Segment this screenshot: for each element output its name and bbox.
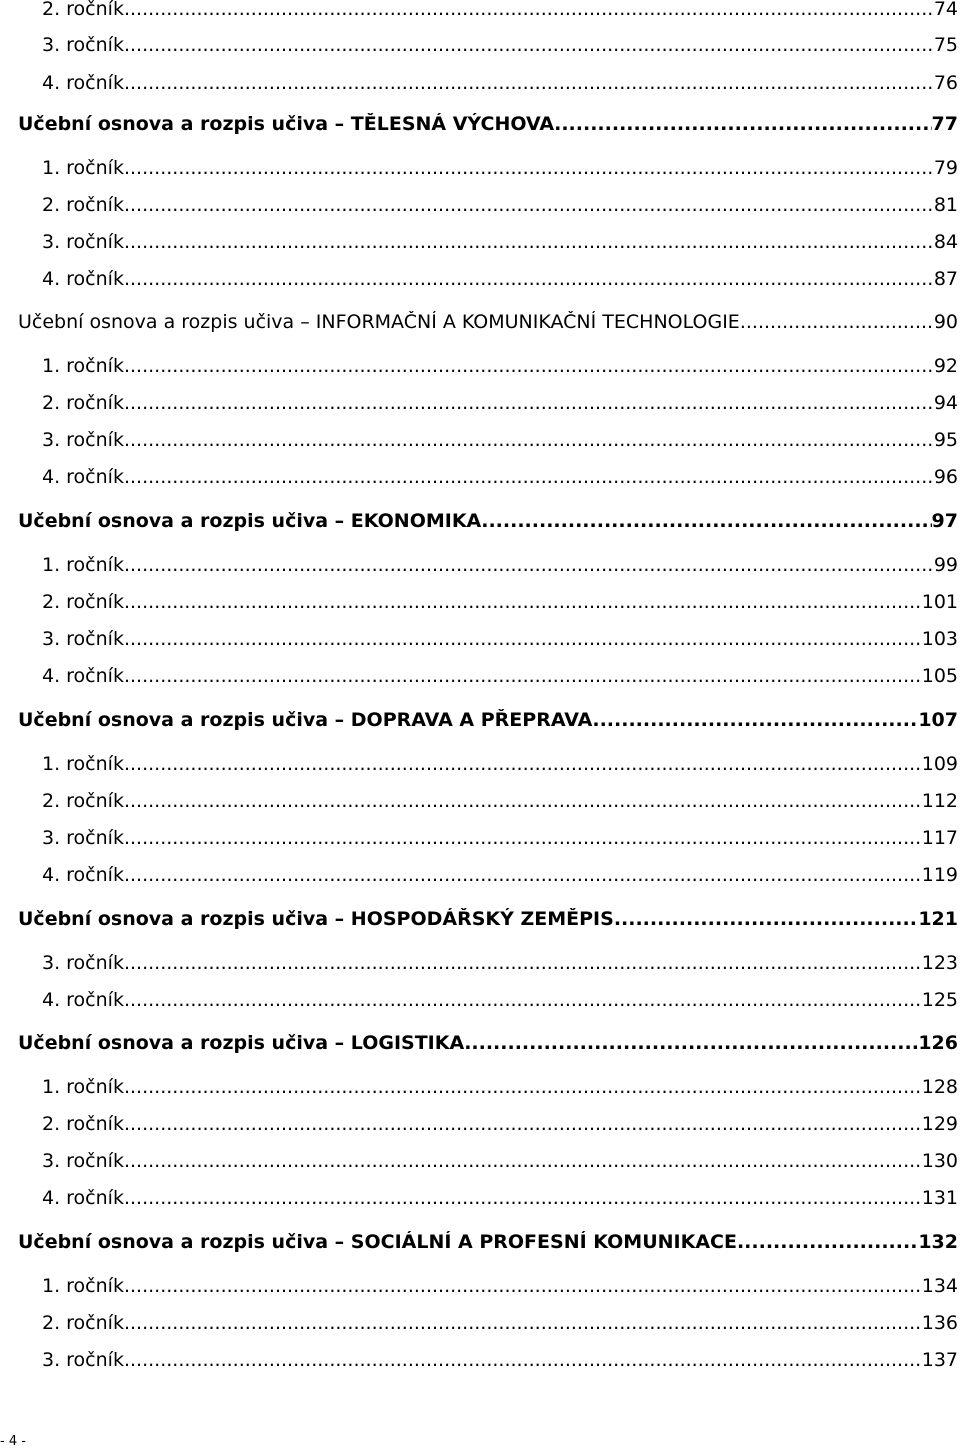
toc-title: 2. ročník [42,392,124,414]
toc-entry[interactable] [42,34,958,60]
page-number: - 4 - [0,1434,26,1449]
toc-page-number: 130 [921,1150,958,1172]
toc-page-number: 77 [931,113,958,135]
dot-leader [124,194,934,216]
dot-leader [124,1187,922,1209]
dot-leader [124,72,934,94]
toc-title: Učební osnova a rozpis učiva – TĚLESNÁ VÝCHOVA [18,113,555,135]
toc-entry[interactable] [42,827,958,853]
toc-entry[interactable] [42,1076,958,1102]
toc-title: 4. ročník [42,864,124,886]
toc-entry[interactable] [42,665,958,691]
toc-entry[interactable] [42,268,958,294]
toc-title: 4. ročník [42,72,124,94]
dot-leader [124,952,922,974]
toc-page-number: 131 [921,1187,958,1209]
toc-page-number: 105 [921,665,958,687]
toc-heading[interactable] [18,113,958,141]
toc-entry[interactable] [42,0,958,24]
toc-title: 2. ročník [42,1312,124,1334]
toc-page-number: 92 [933,355,958,377]
dot-leader [124,231,934,253]
toc-title: 3. ročník [42,231,124,253]
toc-page-number: 96 [933,466,958,488]
toc-page-number: 132 [918,1231,958,1253]
dot-leader [124,429,934,451]
toc-heading[interactable] [18,1032,958,1060]
toc-page-number: 126 [918,1032,958,1054]
toc-entry[interactable] [42,628,958,654]
toc-entry[interactable] [42,1349,958,1375]
toc-page-number: 107 [918,709,958,731]
toc-title: 3. ročník [42,827,124,849]
dot-leader [124,1275,922,1297]
toc-title: Učební osnova a rozpis učiva – EKONOMIKA [18,510,482,532]
toc-page-number: 76 [933,72,958,94]
dot-leader [124,392,934,414]
toc-entry[interactable] [42,466,958,492]
dot-leader [124,1076,922,1098]
toc-heading[interactable] [18,311,958,339]
toc-entry[interactable] [42,790,958,816]
toc-page-number: 81 [933,194,958,216]
dot-leader [124,1349,922,1371]
dot-leader [124,827,922,849]
toc-entry[interactable] [42,952,958,978]
toc-page-number: 99 [933,554,958,576]
toc-title: 1. ročník [42,157,124,179]
toc-title: Učební osnova a rozpis učiva – LOGISTIKA [18,1032,465,1054]
toc-title: 2. ročník [42,194,124,216]
toc-page-number: 97 [931,510,958,532]
toc-title: 3. ročník [42,1150,124,1172]
toc-page-number: 90 [933,311,958,333]
dot-leader [124,864,922,886]
toc-entry[interactable] [42,392,958,418]
toc-title: 4. ročník [42,268,124,290]
dot-leader [124,157,934,179]
toc-title: Učební osnova a rozpis učiva – INFORMAČNÍ A KOMUNIKAČNÍ TECHNOLOGIE [18,311,740,333]
toc-entry[interactable] [42,554,958,580]
toc-entry[interactable] [42,72,958,98]
dot-leader [481,510,931,532]
toc-entry[interactable] [42,1187,958,1213]
toc-entry[interactable] [42,1275,958,1301]
dot-leader [124,1113,922,1135]
dot-leader [124,34,934,56]
dot-leader [124,1150,922,1172]
dot-leader [124,628,922,650]
dot-leader [740,311,934,333]
toc-title: 3. ročník [42,1349,124,1371]
toc-title: 4. ročník [42,989,124,1011]
toc-page-number: 119 [921,864,958,886]
toc-page-number: 87 [933,268,958,290]
toc-entry[interactable] [42,157,958,183]
toc-title: 3. ročník [42,429,124,451]
toc-entry[interactable] [42,591,958,617]
toc-entry[interactable] [42,429,958,455]
dot-leader [124,753,922,775]
toc-page-number: 128 [921,1076,958,1098]
toc-page-number: 123 [921,952,958,974]
toc-title: 3. ročník [42,952,124,974]
toc-title: 1. ročník [42,753,124,775]
toc-page-number: 117 [921,827,958,849]
dot-leader [124,591,922,613]
dot-leader [124,790,922,812]
toc-title: 4. ročník [42,1187,124,1209]
toc-entry[interactable] [42,864,958,890]
toc-entry[interactable] [42,1150,958,1176]
dot-leader [614,908,919,930]
toc-page-number: 101 [921,591,958,613]
toc-page-number: 75 [933,34,958,56]
toc-heading[interactable] [18,1231,958,1259]
toc-entry[interactable] [42,1113,958,1139]
dot-leader [124,1312,922,1334]
toc-page-number: 134 [921,1275,958,1297]
toc-entry[interactable] [42,355,958,381]
toc-title: 1. ročník [42,355,124,377]
toc-page-number: 74 [933,0,958,20]
toc-page-number: 136 [921,1312,958,1334]
toc-page-number: 94 [933,392,958,414]
toc-title: 2. ročník [42,790,124,812]
toc-title: 4. ročník [42,466,124,488]
toc-heading[interactable] [18,510,958,538]
dot-leader [124,665,922,687]
toc-title: 2. ročník [42,1113,124,1135]
dot-leader [124,466,934,488]
toc-title: 1. ročník [42,1275,124,1297]
dot-leader [124,554,934,576]
toc-title: 3. ročník [42,34,124,56]
toc-page-number: 125 [921,989,958,1011]
toc-title: Učební osnova a rozpis učiva – DOPRAVA A PŘEPRAVA [18,709,593,731]
toc-page-number: 109 [921,753,958,775]
dot-leader [124,268,934,290]
toc-heading[interactable] [18,709,958,737]
toc-title: 4. ročník [42,665,124,687]
toc-page-number: 129 [921,1113,958,1135]
toc-title: Učební osnova a rozpis učiva – HOSPODÁŘSKÝ ZEMĚPIS [18,908,614,930]
toc-page-number: 103 [921,628,958,650]
dot-leader [124,355,934,377]
toc-title: 1. ročník [42,1076,124,1098]
dot-leader [592,709,918,731]
toc-page-number: 112 [921,790,958,812]
toc-title: 1. ročník [42,554,124,576]
dot-leader [737,1231,918,1253]
toc-entry[interactable] [42,1312,958,1338]
dot-leader [554,113,931,135]
toc-title: Učební osnova a rozpis učiva – SOCIÁLNÍ A PROFESNÍ KOMUNIKACE [18,1231,737,1253]
toc-heading[interactable] [18,908,958,936]
toc-title: 3. ročník [42,628,124,650]
dot-leader [124,0,934,20]
toc-page-number: 121 [918,908,958,930]
toc-page-number: 137 [921,1349,958,1371]
toc-entry[interactable] [42,753,958,779]
toc-entry[interactable] [42,989,958,1015]
toc-entry[interactable] [42,231,958,257]
toc-title: 2. ročník [42,0,124,20]
toc-page-number: 84 [933,231,958,253]
toc-page-number: 95 [933,429,958,451]
toc-entry[interactable] [42,194,958,220]
dot-leader [124,989,922,1011]
toc-title: 2. ročník [42,591,124,613]
toc-page-number: 79 [933,157,958,179]
dot-leader [464,1032,918,1054]
